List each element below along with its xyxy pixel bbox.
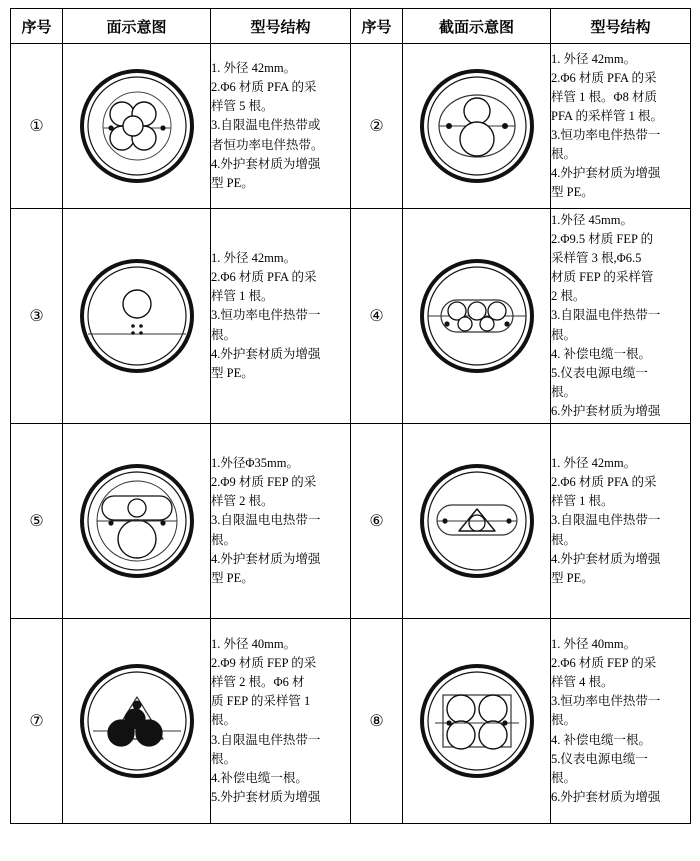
structure-item: 型 PE。 [551,570,594,585]
cable-cross-section-1-tube [63,209,211,424]
structure-item: 样管 4 根。 [551,675,614,690]
cable-cross-section-2-tubes [403,44,551,209]
structure-item: 4. 补偿电缆一根。 [551,346,652,361]
structure-list [551,635,690,806]
structure-item: 根。 [551,713,577,728]
cable-cross-section-triangle [403,424,551,619]
row-index: ① [11,44,63,209]
row-index: ② [351,44,403,209]
structure-item: 采样管 3 根,Φ6.5 [551,251,642,266]
structure-item: 样管 2 根。Φ6 材 [211,675,305,690]
structure-item: 5.仪表电源电缆一 [551,365,648,380]
header-index-right: 序号 [351,9,403,44]
structure-text [211,44,351,209]
structure-item: 4.外护套材质为增强 [211,156,321,171]
structure-item: 3.恒功率电伴热带一 [211,308,321,323]
table-body [11,44,691,824]
structure-item: 根。 [211,751,237,766]
structure-item: 根。 [551,384,577,399]
structure-text [211,209,351,424]
table-row [11,424,691,619]
structure-item: 5.外护套材质为增强 [211,789,321,804]
header-index-left: 序号 [11,9,63,44]
header-structure-left: 型号结构 [211,9,351,44]
row-index: ⑧ [351,619,403,824]
structure-list [211,454,350,587]
structure-item: 2.Φ6 材质 PFA 的采 [211,80,317,95]
row-index: ⑤ [11,424,63,619]
structure-item: 型 PE。 [211,570,254,585]
structure-list [551,211,690,420]
structure-item: 5.仪表电源电缆一 [551,751,648,766]
structure-item: 样管 5 根。 [211,99,274,114]
structure-text [211,619,351,824]
structure-item: 2.Φ9.5 材质 FEP 的 [551,231,654,246]
structure-item: 1.外径Φ35mm。 [211,456,299,471]
structure-item: 4.外护套材质为增强 [551,551,661,566]
structure-item: 2.Φ9 材质 FEP 的采 [211,656,317,671]
structure-item: 3.自限温电伴热带一 [551,308,661,323]
structure-text [551,619,691,824]
structure-item: 材质 FEP 的采样管 [551,270,654,285]
structure-item: 4.外护套材质为增强 [211,551,321,566]
structure-item: 1.外径 45mm。 [551,212,633,227]
structure-item: 1. 外径 42mm。 [551,456,637,471]
structure-item: 者恒功率电伴热带。 [211,137,324,152]
structure-item: 3.恒功率电伴热带一 [551,694,661,709]
structure-item: 样管 1 根。 [551,494,614,509]
structure-text [551,44,691,209]
structure-item: 2.Φ6 材质 PFA 的采 [551,70,657,85]
structure-item: 2.Φ6 材质 PFA 的采 [211,270,317,285]
structure-item: 4.外护套材质为增强 [211,346,321,361]
structure-item: 4. 补偿电缆一根。 [551,732,652,747]
cable-spec-table [10,8,691,824]
structure-item: 根。 [551,770,577,785]
structure-item: 样管 1 根。 [211,289,274,304]
structure-item: 2.Φ6 材质 PFA 的采 [551,475,657,490]
structure-item: 6.外护套材质为增强 [551,404,661,419]
row-index: ⑦ [11,619,63,824]
cable-cross-section-2-tubes-oval [63,424,211,619]
structure-item: 根。 [551,327,577,342]
structure-item: PFA 的采样管 1 根。 [551,108,663,123]
structure-item: 型 PE。 [211,365,254,380]
structure-list [551,454,690,587]
structure-item: 型 PE。 [551,185,594,200]
structure-list [211,635,350,806]
structure-item: 质 FEP 的采样管 1 [211,694,311,709]
structure-item: 根。 [551,532,577,547]
table-header [11,9,691,44]
header-figure-right: 截面示意图 [403,9,551,44]
header-structure-right: 型号结构 [551,9,691,44]
structure-item: 根。 [551,147,577,162]
structure-item: 样管 1 根。Φ8 材质 [551,89,658,104]
structure-item: 3.自限温电电热带一 [211,513,321,528]
structure-item: 1. 外径 40mm。 [211,636,297,651]
cable-cross-section-4-tubes-rect [403,619,551,824]
structure-item: 1. 外径 42mm。 [211,251,297,266]
structure-text [211,424,351,619]
table-row [11,44,691,209]
row-index: ④ [351,209,403,424]
structure-item: 2 根。 [551,289,586,304]
cable-cross-section-5-tubes-oval [403,209,551,424]
structure-text [551,209,691,424]
cable-cross-section-5-tubes [63,44,211,209]
structure-text [551,424,691,619]
structure-list [211,249,350,382]
structure-item: 4.补偿电缆一根。 [211,770,308,785]
structure-item: 型 PE。 [211,175,254,190]
row-index: ⑥ [351,424,403,619]
structure-item: 3.自限温电伴热带一 [211,732,321,747]
structure-item: 1. 外径 42mm。 [211,61,297,76]
cable-cross-section-3-tubes-dark [63,619,211,824]
structure-item: 3.恒功率电伴热带一 [551,128,661,142]
structure-item: 根。 [211,713,237,728]
header-figure-left: 面示意图 [63,9,211,44]
table-row [11,619,691,824]
table-row [11,209,691,424]
header-row [11,9,691,44]
structure-item: 根。 [211,532,237,547]
structure-item: 3.自限温电伴热带或 [211,118,321,133]
structure-item: 4.外护套材质为增强 [551,166,661,181]
structure-item: 2.Φ9 材质 FEP 的采 [211,475,317,490]
structure-item: 1. 外径 42mm。 [551,51,637,66]
structure-item: 样管 2 根。 [211,494,274,509]
structure-item: 6.外护套材质为增强 [551,789,661,804]
structure-list [551,50,690,202]
structure-item: 根。 [211,327,237,342]
row-index: ③ [11,209,63,424]
structure-item: 2.Φ6 材质 FEP 的采 [551,656,657,671]
structure-item: 1. 外径 40mm。 [551,636,637,651]
structure-list [211,59,350,192]
structure-item: 3.自限温电伴热带一 [551,513,661,528]
